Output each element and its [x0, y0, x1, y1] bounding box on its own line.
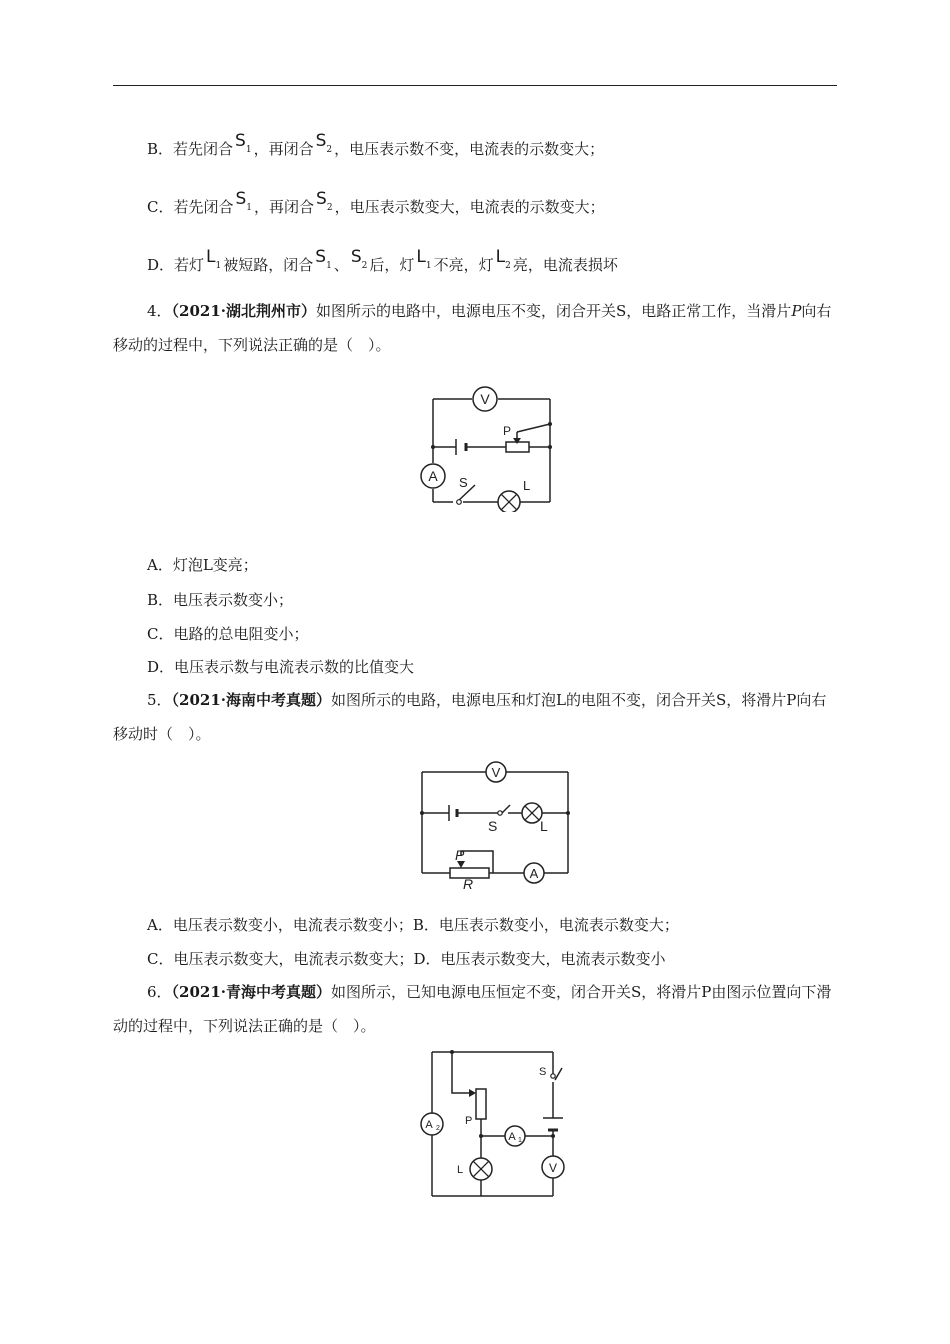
ammeter-a2-subscript: 2: [436, 1125, 440, 1132]
s1-subscript: 1: [326, 261, 332, 271]
l1-symbol: L: [416, 247, 426, 267]
lamp-label: L: [523, 478, 531, 493]
text: C．若先闭合: [147, 198, 234, 216]
text: D．若灯: [147, 256, 205, 274]
l2-subscript: 2: [505, 261, 511, 271]
l1-subscript: 1: [215, 261, 222, 271]
ammeter-label: A: [529, 866, 539, 881]
l2-symbol: L: [495, 247, 506, 267]
question-4: [113, 294, 837, 362]
q3-option-d: [147, 247, 618, 278]
text: 不亮，灯: [433, 256, 494, 274]
question-6: [113, 975, 837, 1043]
ammeter-a1-label: A: [508, 1131, 516, 1143]
s1-symbol: S: [315, 247, 327, 267]
question-source: （2021·湖北荆州市）: [171, 302, 317, 320]
q5-circuit-diagram: [410, 760, 575, 890]
lamp-label: L: [457, 1164, 464, 1176]
s2-symbol: S: [350, 247, 362, 267]
question-source: （2021·海南中考真题）: [171, 691, 332, 709]
text: ，电压表示数变大，电流表的示数变大；: [334, 198, 605, 216]
text: 后，灯: [369, 256, 415, 274]
s2-subscript: 2: [326, 203, 333, 213]
q4-circuit-diagram: [415, 382, 565, 512]
slider-label: P: [455, 847, 465, 863]
question-number: 6．: [147, 983, 172, 1001]
q4-option-a: A．灯泡L变亮；: [147, 556, 258, 574]
text: ，再闭合: [254, 198, 315, 216]
ammeter-label: A: [428, 468, 438, 484]
question-stem: 如图所示，已知电源电压恒定不变，闭合开关S，将滑片P由图示位置向下滑动的过程中，下列说法正确的是（ ）。: [113, 983, 832, 1035]
text: 被短路，闭合: [223, 256, 314, 274]
switch-label: S: [539, 1066, 547, 1078]
text: 、: [333, 256, 349, 274]
s1-subscript: 1: [245, 145, 252, 155]
switch-label: S: [459, 475, 468, 490]
q5-options-ab: A．电压表示数变小，电流表示数变小；B．电压表示数变小，电流表示数变大；: [147, 916, 679, 934]
q4-option-d: D．电压表示数与电流表示数的比值变大: [147, 658, 415, 676]
text: ，电压表示数不变，电流表的示数变大；: [334, 140, 605, 158]
s1-symbol: S: [235, 131, 246, 151]
q5-options-cd: C．电压表示数变大，电流表示数变大；D．电压表示数变大，电流表示数变小: [147, 950, 666, 968]
voltmeter-label: V: [480, 391, 490, 407]
s2-subscript: 2: [326, 145, 333, 155]
s2-symbol: S: [315, 131, 327, 151]
ammeter-a2-label: A: [425, 1119, 433, 1131]
l1-subscript: 1: [425, 261, 432, 271]
slider-label: P: [503, 424, 512, 438]
s1-subscript: 1: [246, 203, 253, 213]
rheostat-label: R: [463, 876, 474, 890]
question-5: [113, 683, 837, 751]
q6-circuit-diagram: [410, 1046, 570, 1201]
q3-option-b: [147, 131, 605, 162]
question-stem: 如图所示的电路，电源电压和灯泡L的电阻不变，闭合开关S，将滑片P向右移动时（ ）。: [113, 691, 827, 743]
question-stem: 如图所示的电路中，电源电压不变，闭合开关S，电路正常工作，当滑片: [316, 302, 792, 320]
ammeter-a1-subscript: 1: [518, 1137, 522, 1144]
l1-symbol: L: [206, 247, 216, 267]
text: 亮，电流表损坏: [512, 256, 618, 274]
question-number: 4．: [147, 302, 172, 320]
header-rule: [113, 85, 837, 86]
slider-label: P: [465, 1115, 473, 1127]
q4-option-b: B．电压表示数变小；: [147, 591, 294, 609]
s1-symbol: S: [235, 189, 247, 209]
question-stem: 向右移动的过程中，下列说法正确的是（ ）。: [113, 302, 832, 354]
voltmeter-label: V: [491, 765, 501, 780]
question-source: （2021·青海中考真题）: [171, 983, 332, 1001]
lamp-label: L: [540, 818, 548, 834]
q3-option-c: [147, 189, 605, 220]
variable-p: P: [791, 302, 802, 320]
switch-label: S: [488, 818, 498, 834]
s2-subscript: 2: [361, 261, 368, 271]
text: B．若先闭合: [147, 140, 234, 158]
voltmeter-label: V: [548, 1161, 558, 1175]
question-number: 5．: [147, 691, 172, 709]
s2-symbol: S: [316, 189, 327, 209]
text: ，再闭合: [253, 140, 314, 158]
q4-option-c: C．电路的总电阻变小；: [147, 625, 309, 643]
